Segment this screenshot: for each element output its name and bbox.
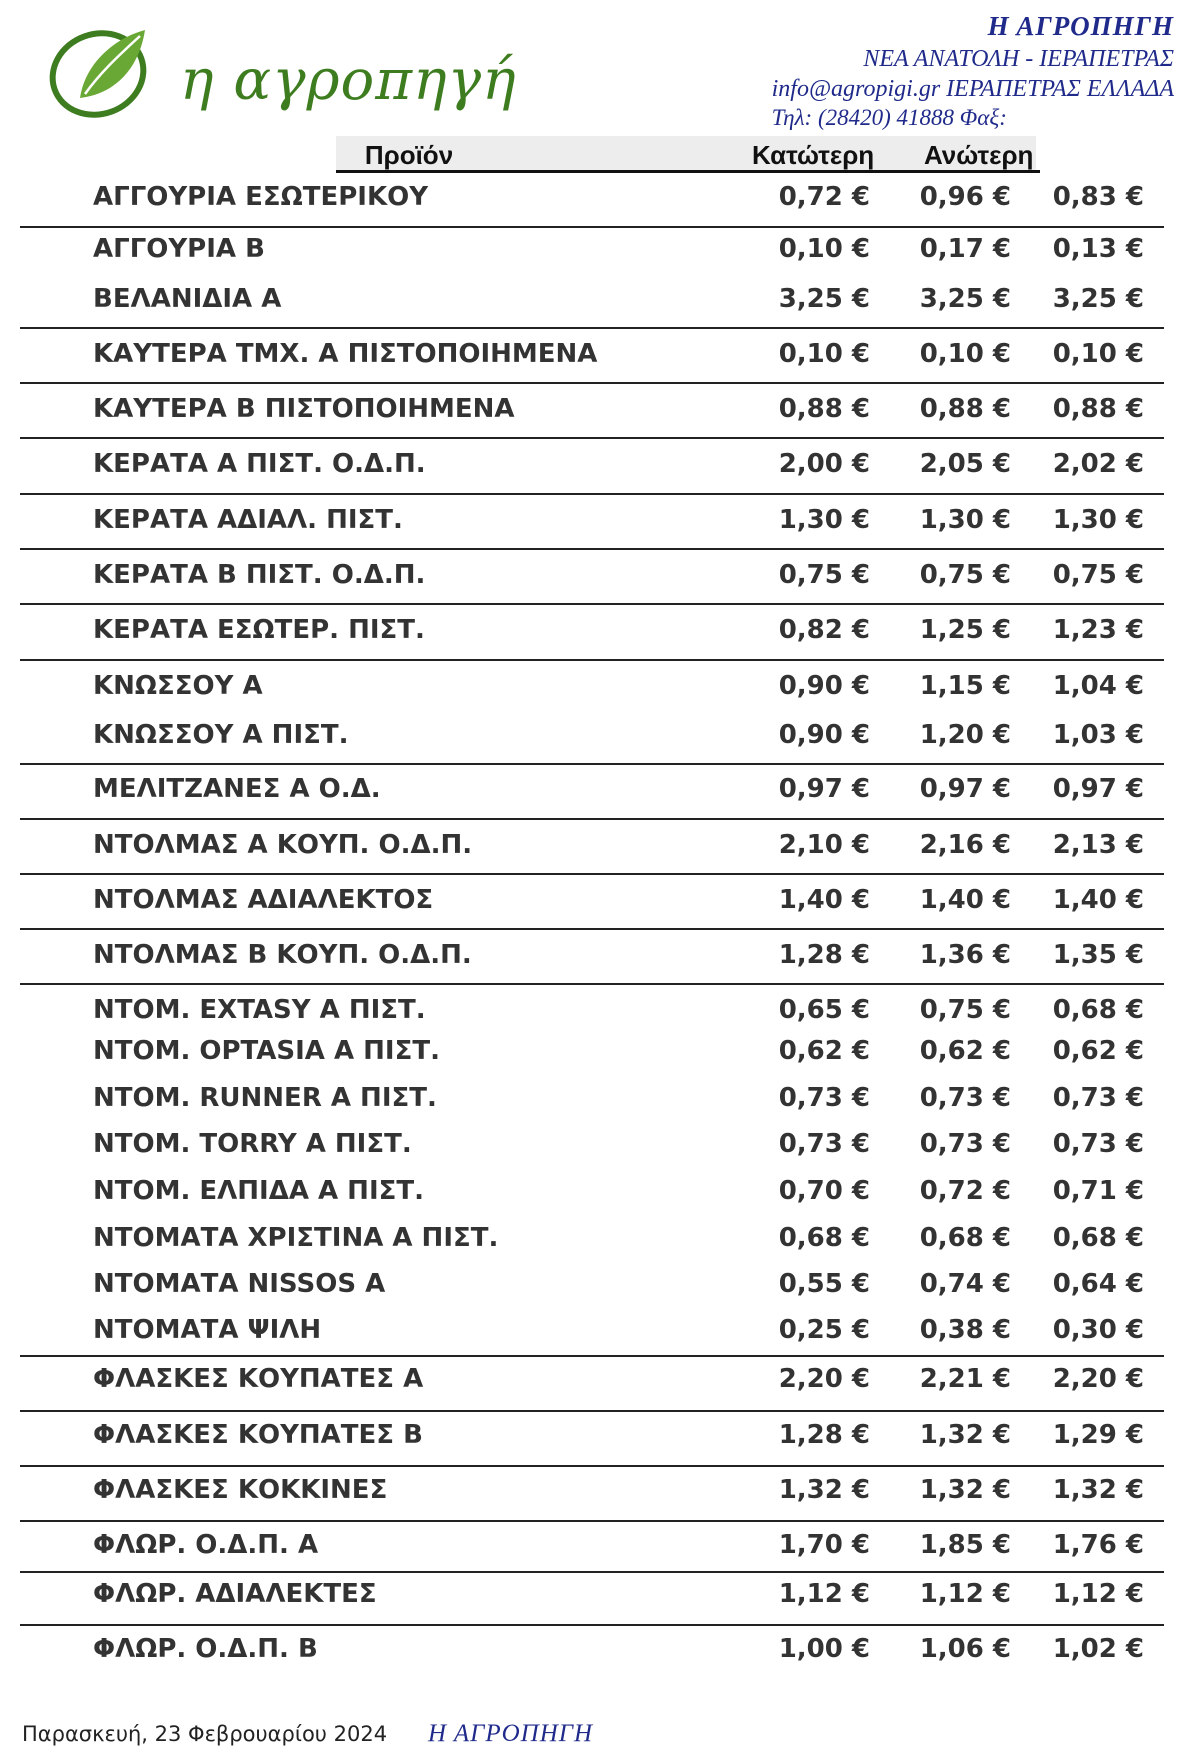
table-row	[0, 1574, 1200, 1614]
table-row	[0, 1310, 1200, 1350]
max-price: 2,05 €	[919, 449, 1011, 479]
product-name: ΝΤΟΜ. RUNNER Α ΠΙΣΤ.	[93, 1083, 437, 1113]
table-row	[0, 555, 1200, 595]
avg-price: 1,35 €	[1052, 940, 1144, 970]
table-row	[0, 1525, 1200, 1565]
max-price: 1,32 €	[919, 1420, 1011, 1450]
table-row	[0, 1124, 1200, 1164]
row-divider	[20, 493, 1164, 495]
avg-price: 1,12 €	[1052, 1579, 1144, 1609]
max-price: 0,88 €	[919, 394, 1011, 424]
product-name: ΝΤΟΜ. TORRY Α ΠΙΣΤ.	[93, 1129, 412, 1159]
product-name: ΚΝΩΣΣΟΥ Α	[93, 671, 263, 701]
avg-price: 0,71 €	[1052, 1176, 1144, 1206]
avg-price: 0,73 €	[1052, 1129, 1144, 1159]
row-divider	[20, 928, 1164, 930]
max-price: 0,62 €	[919, 1036, 1011, 1066]
min-price: 2,20 €	[778, 1364, 870, 1394]
max-price: 0,97 €	[919, 774, 1011, 804]
min-price: 1,00 €	[778, 1634, 870, 1664]
product-name: ΦΛΩΡ. Ο.Δ.Π. Β	[93, 1634, 318, 1664]
min-price: 0,82 €	[778, 615, 870, 645]
logo-text: η αγροπηγή	[180, 48, 517, 113]
max-price: 2,16 €	[919, 830, 1011, 860]
min-price: 2,00 €	[778, 449, 870, 479]
row-divider	[20, 1571, 1164, 1573]
avg-price: 0,13 €	[1052, 234, 1144, 264]
table-row	[0, 880, 1200, 920]
min-price: 0,73 €	[778, 1083, 870, 1113]
header-min-price: Κατώτερη	[752, 140, 875, 170]
table-row	[0, 1415, 1200, 1455]
avg-price: 1,29 €	[1052, 1420, 1144, 1450]
company-email-line: info@agropigi.gr ΙΕΡΑΠΕΤΡΑΣ ΕΛΛΑΔΑ	[771, 75, 1174, 102]
product-name: ΚΕΡΑΤΑ ΕΣΩΤΕΡ. ΠΙΣΤ.	[93, 615, 425, 645]
row-divider	[20, 382, 1164, 384]
avg-price: 2,13 €	[1052, 830, 1144, 860]
row-divider	[20, 1410, 1164, 1412]
product-name: ΦΛΩΡ. Ο.Δ.Π. Α	[93, 1530, 319, 1560]
avg-price: 1,04 €	[1052, 671, 1144, 701]
row-divider	[20, 1520, 1164, 1522]
max-price: 1,85 €	[919, 1530, 1011, 1560]
min-price: 0,10 €	[778, 339, 870, 369]
max-price: 1,20 €	[919, 720, 1011, 750]
product-name: ΦΛΩΡ. ΑΔΙΑΛΕΚΤΕΣ	[93, 1579, 377, 1609]
avg-price: 1,32 €	[1052, 1475, 1144, 1505]
max-price: 0,74 €	[919, 1269, 1011, 1299]
min-price: 2,10 €	[778, 830, 870, 860]
avg-price: 0,64 €	[1052, 1269, 1144, 1299]
header-max-price: Ανώτερη	[924, 140, 1034, 170]
product-name: ΦΛΑΣΚΕΣ ΚΟΥΠΑΤΕΣ Β	[93, 1420, 423, 1450]
company-address: ΝΕΑ ΑΝΑΤΟΛΗ - ΙΕΡΑΠΕΤΡΑΣ	[863, 45, 1174, 72]
table-row	[0, 715, 1200, 755]
product-name: ΦΛΑΣΚΕΣ ΚΟΚΚΙΝΕΣ	[93, 1475, 388, 1505]
avg-price: 1,76 €	[1052, 1530, 1144, 1560]
header-product: Προϊόν	[364, 140, 454, 170]
table-row	[0, 389, 1200, 429]
min-price: 0,62 €	[778, 1036, 870, 1066]
avg-price: 1,02 €	[1052, 1634, 1144, 1664]
avg-price: 0,10 €	[1052, 339, 1144, 369]
max-price: 1,32 €	[919, 1475, 1011, 1505]
row-divider	[20, 603, 1164, 605]
company-name: Η ΑΓΡΟΠΗΓΗ	[987, 11, 1174, 41]
min-price: 1,70 €	[778, 1530, 870, 1560]
product-name: ΑΓΓΟΥΡΙΑ ΕΣΩΤΕΡΙΚΟΥ	[93, 182, 429, 212]
max-price: 2,21 €	[919, 1364, 1011, 1394]
max-price: 0,17 €	[919, 234, 1011, 264]
min-price: 0,73 €	[778, 1129, 870, 1159]
table-row	[0, 769, 1200, 809]
table-row	[0, 1078, 1200, 1118]
product-name: ΦΛΑΣΚΕΣ ΚΟΥΠΑΤΕΣ Α	[93, 1364, 424, 1394]
min-price: 0,72 €	[778, 182, 870, 212]
row-divider	[20, 1624, 1164, 1626]
product-name: ΝΤΟΜΑΤΑ ΨΙΛΗ	[93, 1315, 322, 1345]
table-row	[0, 825, 1200, 865]
table-row	[0, 935, 1200, 975]
footer-date: Παρασκευή, 23 Φεβρουαρίου 2024	[22, 1722, 388, 1746]
table-row	[0, 666, 1200, 706]
max-price: 1,40 €	[919, 885, 1011, 915]
max-price: 0,73 €	[919, 1129, 1011, 1159]
row-divider	[20, 1355, 1164, 1357]
avg-price: 0,88 €	[1052, 394, 1144, 424]
table-row	[0, 279, 1200, 319]
table-row	[0, 229, 1200, 269]
min-price: 0,75 €	[778, 560, 870, 590]
product-name: ΝΤΟΜ. EXTASY Α ΠΙΣΤ.	[93, 995, 426, 1025]
row-divider	[20, 1465, 1164, 1467]
product-name: ΑΓΓΟΥΡΙΑ Β	[93, 234, 265, 264]
max-price: 0,75 €	[919, 560, 1011, 590]
product-name: ΝΤΟΜΑΤΑ NISSOS Α	[93, 1269, 386, 1299]
avg-price: 1,40 €	[1052, 885, 1144, 915]
max-price: 0,96 €	[919, 182, 1011, 212]
row-divider	[20, 437, 1164, 439]
product-name: ΚΑΥΤΕΡΑ Β ΠΙΣΤΟΠΟΙΗΜΕΝΑ	[93, 394, 515, 424]
product-name: ΝΤΟΛΜΑΣ Α ΚΟΥΠ. Ο.Δ.Π.	[93, 830, 473, 860]
row-divider	[20, 659, 1164, 661]
max-price: 1,36 €	[919, 940, 1011, 970]
min-price: 0,25 €	[778, 1315, 870, 1345]
product-name: ΚΝΩΣΣΟΥ Α ΠΙΣΤ.	[93, 720, 349, 750]
avg-price: 0,75 €	[1052, 560, 1144, 590]
table-row	[0, 1031, 1200, 1071]
row-divider	[20, 818, 1164, 820]
row-divider	[20, 983, 1164, 985]
table-row	[0, 1218, 1200, 1258]
max-price: 0,75 €	[919, 995, 1011, 1025]
max-price: 1,12 €	[919, 1579, 1011, 1609]
min-price: 0,88 €	[778, 394, 870, 424]
product-name: ΝΤΟΛΜΑΣ ΑΔΙΑΛΕΚΤΟΣ	[93, 885, 434, 915]
min-price: 0,90 €	[778, 671, 870, 701]
product-name: ΒΕΛΑΝΙΔΙΑ Α	[93, 284, 282, 314]
company-phone-line: Τηλ: (28420) 41888 Φαξ:	[771, 104, 1007, 130]
avg-price: 0,68 €	[1052, 995, 1144, 1025]
table-row	[0, 1171, 1200, 1211]
max-price: 0,38 €	[919, 1315, 1011, 1345]
table-row	[0, 990, 1200, 1030]
min-price: 1,12 €	[778, 1579, 870, 1609]
min-price: 0,10 €	[778, 234, 870, 264]
table-row	[0, 610, 1200, 650]
min-price: 1,32 €	[778, 1475, 870, 1505]
min-price: 0,55 €	[778, 1269, 870, 1299]
min-price: 0,70 €	[778, 1176, 870, 1206]
product-name: ΝΤΟΜ. ΕΛΠΙΔΑ Α ΠΙΣΤ.	[93, 1176, 424, 1206]
avg-price: 0,97 €	[1052, 774, 1144, 804]
min-price: 1,28 €	[778, 1420, 870, 1450]
avg-price: 0,30 €	[1052, 1315, 1144, 1345]
avg-price: 2,02 €	[1052, 449, 1144, 479]
product-name: ΚΕΡΑΤΑ Β ΠΙΣΤ. Ο.Δ.Π.	[93, 560, 426, 590]
avg-price: 0,83 €	[1052, 182, 1144, 212]
row-divider	[20, 548, 1164, 550]
max-price: 0,73 €	[919, 1083, 1011, 1113]
max-price: 3,25 €	[919, 284, 1011, 314]
min-price: 3,25 €	[778, 284, 870, 314]
max-price: 0,10 €	[919, 339, 1011, 369]
product-name: ΚΕΡΑΤΑ Α ΠΙΣΤ. Ο.Δ.Π.	[93, 449, 426, 479]
min-price: 1,30 €	[778, 505, 870, 535]
product-name: ΝΤΟΜΑΤΑ ΧΡΙΣΤΙΝΑ Α ΠΙΣΤ.	[93, 1223, 499, 1253]
min-price: 0,97 €	[778, 774, 870, 804]
avg-price: 0,62 €	[1052, 1036, 1144, 1066]
avg-price: 0,68 €	[1052, 1223, 1144, 1253]
min-price: 0,65 €	[778, 995, 870, 1025]
min-price: 1,28 €	[778, 940, 870, 970]
max-price: 0,72 €	[919, 1176, 1011, 1206]
table-row	[0, 334, 1200, 374]
max-price: 1,15 €	[919, 671, 1011, 701]
max-price: 1,30 €	[919, 505, 1011, 535]
row-divider	[20, 873, 1164, 875]
table-row	[0, 1629, 1200, 1669]
product-name: ΚΑΥΤΕΡΑ ΤΜΧ. Α ΠΙΣΤΟΠΟΙΗΜΕΝΑ	[93, 339, 598, 369]
product-name: ΚΕΡΑΤΑ ΑΔΙΑΛ. ΠΙΣΤ.	[93, 505, 403, 535]
min-price: 1,40 €	[778, 885, 870, 915]
avg-price: 3,25 €	[1052, 284, 1144, 314]
table-row	[0, 177, 1200, 217]
min-price: 0,68 €	[778, 1223, 870, 1253]
product-name: ΝΤΟΜ. OPTASIA Α ΠΙΣΤ.	[93, 1036, 440, 1066]
footer-company: Η ΑΓΡΟΠΗΓΗ	[428, 1720, 594, 1747]
row-divider	[20, 327, 1164, 329]
product-name: ΝΤΟΛΜΑΣ Β ΚΟΥΠ. Ο.Δ.Π.	[93, 940, 472, 970]
table-row	[0, 1359, 1200, 1399]
avg-price: 1,03 €	[1052, 720, 1144, 750]
avg-price: 1,30 €	[1052, 505, 1144, 535]
row-divider	[20, 226, 1164, 228]
avg-price: 1,23 €	[1052, 615, 1144, 645]
min-price: 0,90 €	[778, 720, 870, 750]
table-row	[0, 1470, 1200, 1510]
table-row	[0, 500, 1200, 540]
avg-price: 2,20 €	[1052, 1364, 1144, 1394]
max-price: 0,68 €	[919, 1223, 1011, 1253]
row-divider	[20, 763, 1164, 765]
max-price: 1,06 €	[919, 1634, 1011, 1664]
table-row	[0, 1264, 1200, 1304]
avg-price: 0,73 €	[1052, 1083, 1144, 1113]
max-price: 1,25 €	[919, 615, 1011, 645]
table-row	[0, 444, 1200, 484]
product-name: ΜΕΛΙΤΖΑΝΕΣ Α Ο.Δ.	[93, 774, 381, 804]
